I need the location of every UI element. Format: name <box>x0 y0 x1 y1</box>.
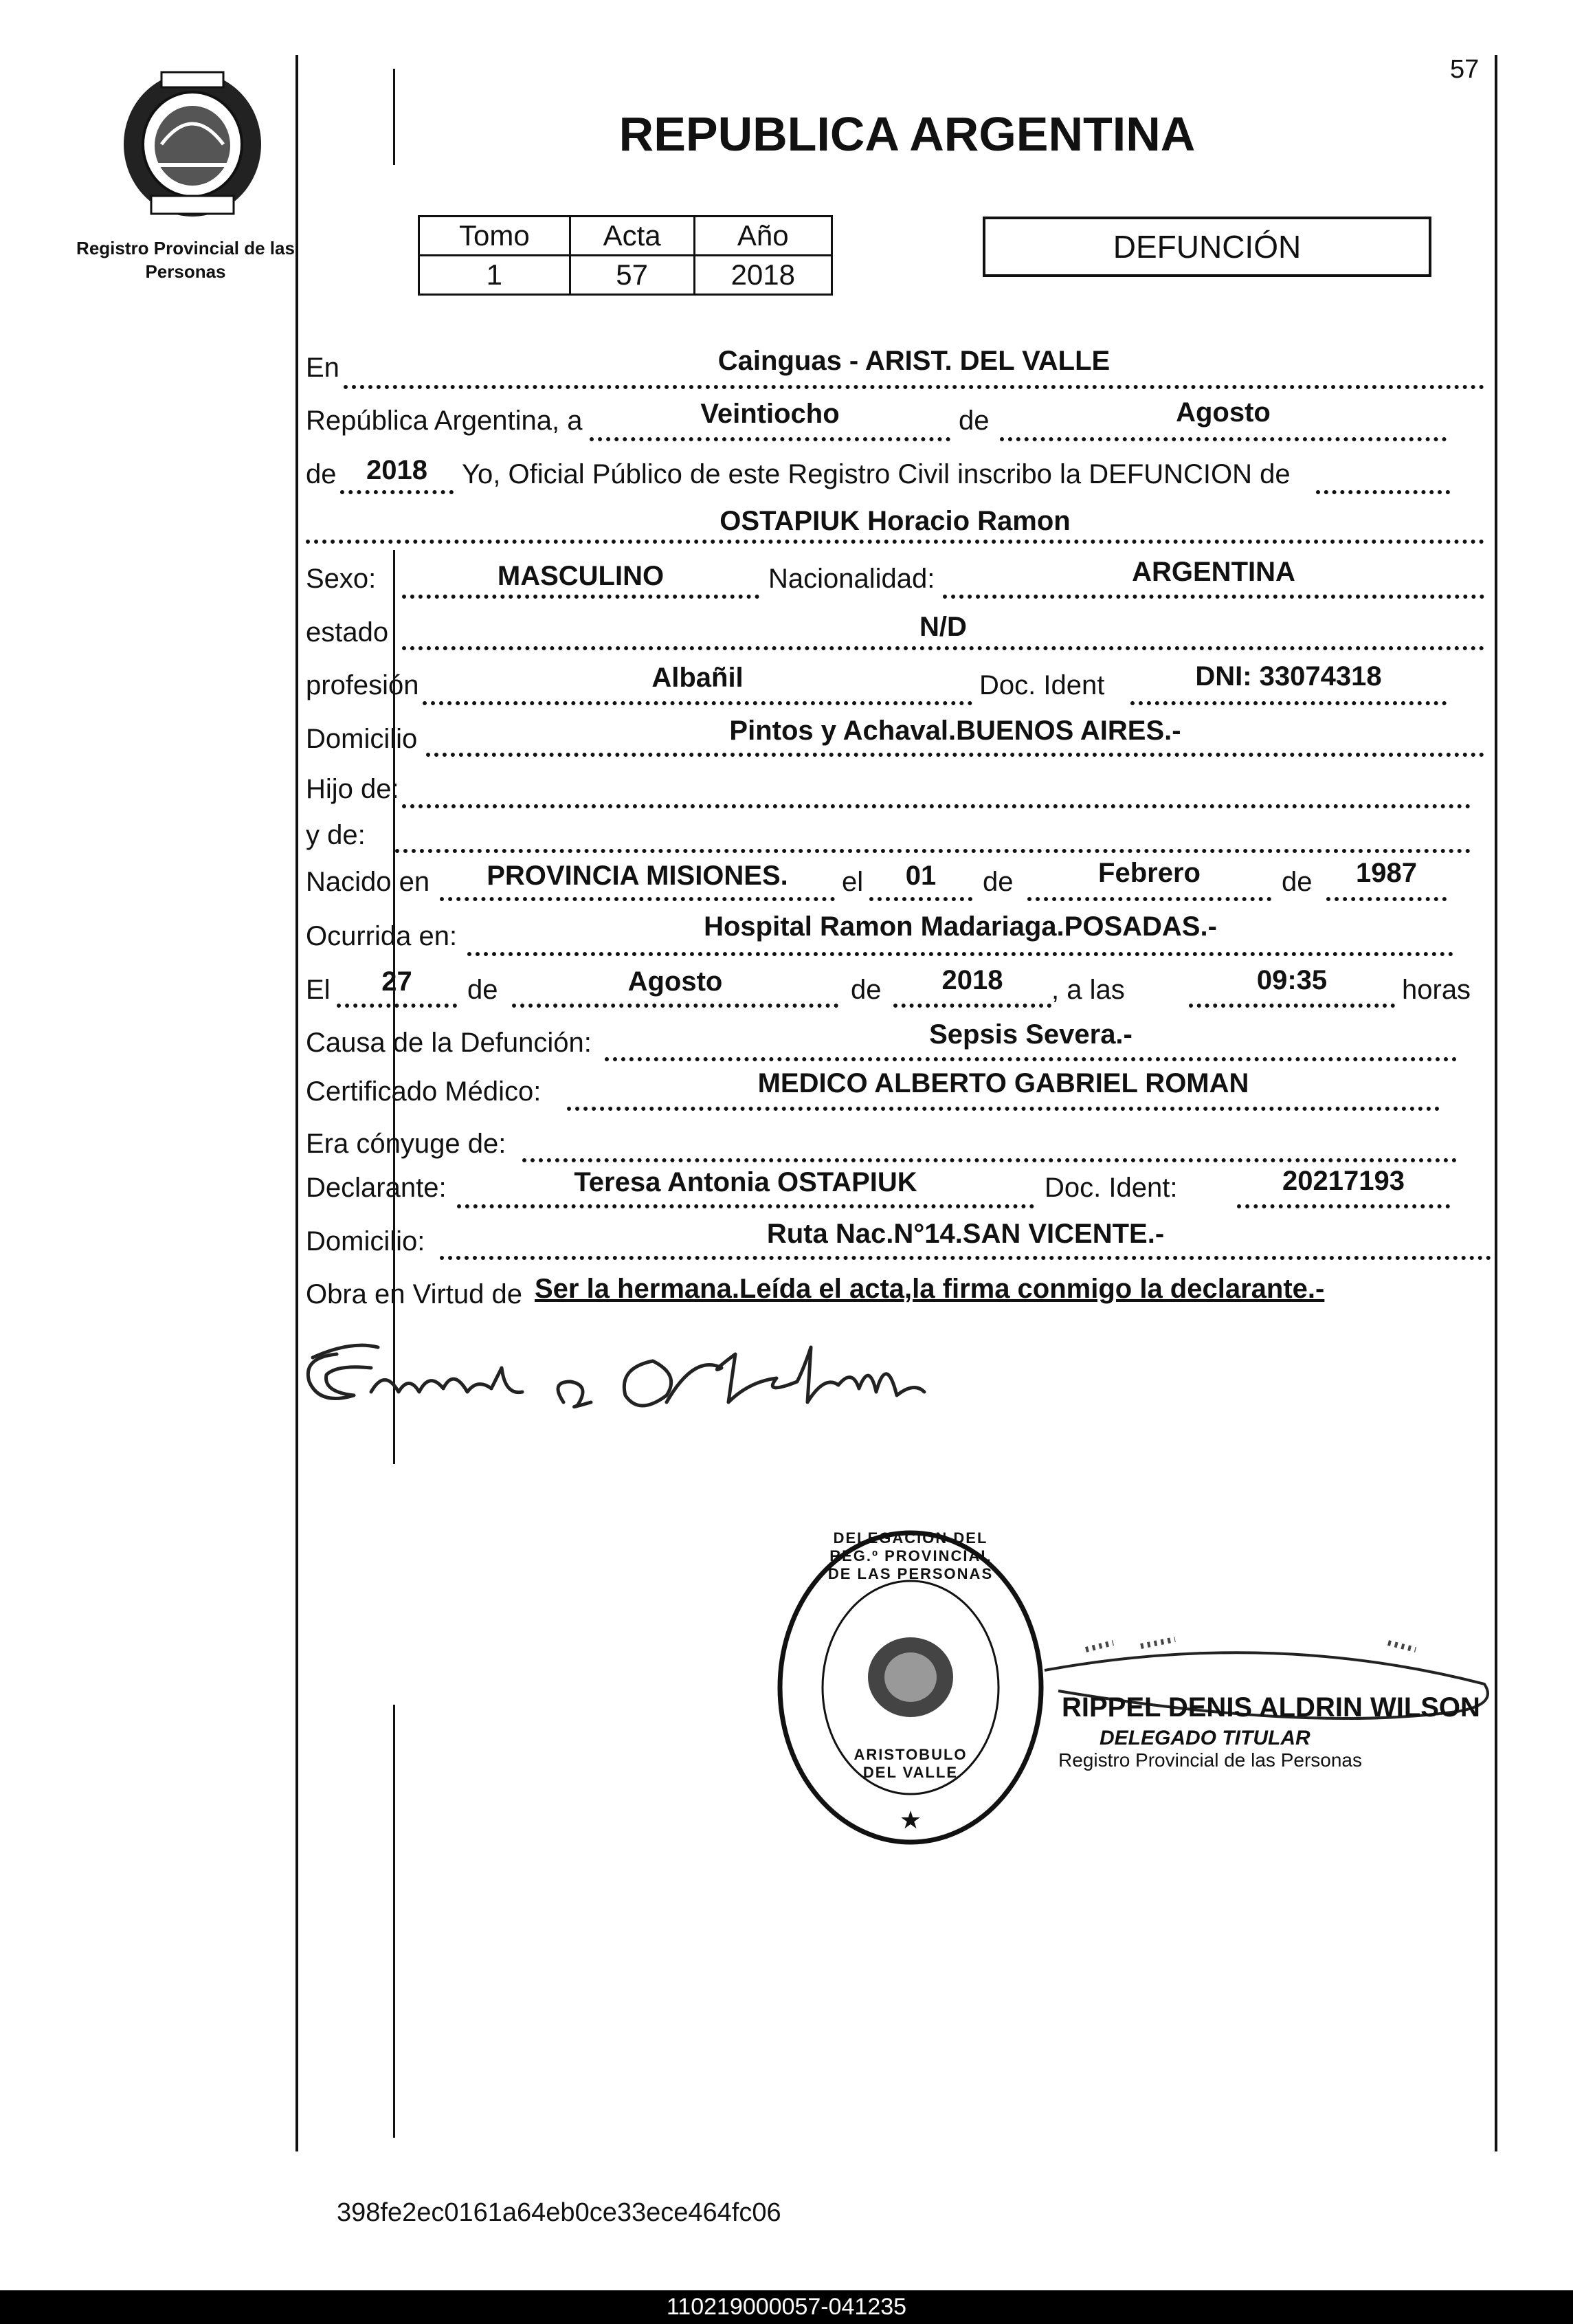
dots-domicilio-2 <box>440 1256 1491 1260</box>
record-type-box: DEFUNCIÓN <box>983 217 1431 277</box>
right-margin-rule <box>1495 55 1497 2151</box>
dots-mes-def <box>512 1004 838 1008</box>
footer-code: 110219000057-041235 <box>666 2294 907 2320</box>
value-anio-nacimiento: 1987 <box>1356 858 1417 888</box>
value-nacionalidad: ARGENTINA <box>1132 557 1295 587</box>
officer-org: Registro Provincial de las Personas <box>1058 1749 1362 1771</box>
label-domicilio: Domicilio <box>306 724 418 754</box>
value-profesion: Albañil <box>651 663 744 693</box>
label-hijo-de: Hijo de: <box>306 774 399 804</box>
value-sexo: MASCULINO <box>497 561 665 591</box>
label-obra-en: Obra en Virtud de <box>306 1279 523 1309</box>
dots-yo <box>1316 490 1450 494</box>
dots-hora <box>1189 1004 1395 1008</box>
value-anio-registro: 2018 <box>366 455 427 485</box>
label-de-5: de <box>467 975 498 1005</box>
col-tomo: Tomo <box>419 217 570 256</box>
label-en: En <box>306 353 339 383</box>
declarant-signature <box>295 1327 1038 1430</box>
value-mes-defuncion: Agosto <box>627 966 723 997</box>
label-de-1: de <box>959 406 990 436</box>
dots-estado <box>402 646 1484 650</box>
label-nacido-en: Nacido en <box>306 867 430 897</box>
dots-hijo-de <box>402 804 1471 808</box>
label-de-2: de <box>306 459 337 489</box>
label-de-4: de <box>1282 867 1313 897</box>
value-mes-nacimiento: Febrero <box>1098 858 1201 888</box>
col-acta: Acta <box>570 217 694 256</box>
dots-lugar-nacimiento <box>440 897 835 901</box>
label-nacionalidad: Nacionalidad: <box>768 564 935 594</box>
col-anio: Año <box>694 217 832 256</box>
label-el-cap: El <box>306 975 331 1005</box>
dots-mes <box>1000 437 1447 441</box>
page-number: 57 <box>1450 55 1480 84</box>
label-domicilio-2: Domicilio: <box>306 1226 425 1257</box>
value-lugar-nacimiento: PROVINCIA MISIONES. <box>487 861 788 891</box>
value-hora: 09:35 <box>1256 965 1328 995</box>
label-profesion: profesión <box>306 670 419 700</box>
val-acta: 57 <box>570 256 694 295</box>
label-doc-ident-2: Doc. Ident: <box>1045 1173 1178 1203</box>
value-mes-registro: Agosto <box>1176 397 1271 428</box>
value-causa: Sepsis Severa.- <box>929 1019 1133 1050</box>
value-certificado: MEDICO ALBERTO GABRIEL ROMAN <box>757 1068 1249 1098</box>
value-lugar: Cainguas - ARIST. DEL VALLE <box>717 346 1111 376</box>
dots-anio-nac <box>1326 897 1447 901</box>
value-declarante-doc: 20217193 <box>1282 1166 1405 1196</box>
dots-anio <box>340 490 454 494</box>
dots-dni <box>1130 701 1447 705</box>
footer-code-bar <box>0 2290 1573 2324</box>
label-yo-oficial: Yo, Oficial Público de este Registro Civil inscribo la DEFUNCION de <box>462 459 1291 489</box>
dots-nacionalidad <box>943 595 1484 599</box>
value-dia-defuncion: 27 <box>381 966 412 997</box>
value-declarante: Teresa Antonia OSTAPIUK <box>574 1167 917 1197</box>
document-hash: 398fe2ec0161a64eb0ce33ece464fc06 <box>337 2198 781 2227</box>
value-dia-nacimiento: 01 <box>905 861 937 891</box>
value-declarante-domicilio: Ruta Nac.N°14.SAN VICENTE.- <box>766 1219 1165 1249</box>
dots-ocurrida <box>467 952 1453 956</box>
label-republica-a: República Argentina, a <box>306 406 583 436</box>
label-de-6: de <box>851 975 882 1005</box>
label-y-de: y de: <box>306 820 366 850</box>
dots-profesion <box>423 701 972 705</box>
label-el: el <box>842 867 864 897</box>
value-obra-en-virtud: Ser la hermana.Leída el acta,la firma conmigo la declarante.- <box>535 1274 1325 1304</box>
record-table <box>418 215 833 296</box>
registry-caption: Registro Provincial de las Personas <box>76 238 295 282</box>
left-margin-rule <box>295 55 298 2151</box>
dots-dia <box>590 437 950 441</box>
dots-certificado <box>567 1107 1440 1111</box>
label-horas: horas <box>1402 975 1471 1005</box>
value-nombre: OSTAPIUK Horacio Ramon <box>719 506 1071 536</box>
label-causa: Causa de la Defunción: <box>306 1028 592 1058</box>
officer-title: DELEGADO TITULAR <box>1100 1727 1310 1749</box>
stamp-inner-text: ARISTOBULO DEL VALLE <box>854 1746 968 1781</box>
officer-name: RIPPEL DENIS ALDRIN WILSON <box>1062 1692 1480 1723</box>
label-sexo: Sexo: <box>306 564 377 594</box>
dots-causa <box>605 1057 1457 1061</box>
dots-conyuge <box>522 1158 1457 1162</box>
val-anio: 2018 <box>694 256 832 295</box>
label-ocurrida-en: Ocurrida en: <box>306 921 458 951</box>
dots-declarante <box>457 1204 1034 1208</box>
dots-sexo <box>402 595 759 599</box>
label-declarante: Declarante: <box>306 1173 447 1203</box>
dots-y-de <box>395 849 1471 853</box>
label-conyuge: Era cónyuge de: <box>306 1129 506 1159</box>
label-de-3: de <box>983 867 1014 897</box>
value-dni: DNI: 33074318 <box>1195 661 1382 691</box>
dots-mes-nac <box>1027 897 1271 901</box>
dots-en <box>344 385 1484 389</box>
dots-dia-def <box>337 1004 457 1008</box>
svg-text:★: ★ <box>899 1806 922 1835</box>
value-domicilio: Pintos y Achaval.BUENOS AIRES.- <box>729 716 1181 746</box>
val-tomo: 1 <box>419 256 570 295</box>
dots-declarante-doc <box>1237 1204 1450 1208</box>
inner-margin-rule-3 <box>393 1705 395 2138</box>
value-dia-texto: Veintiocho <box>700 399 840 429</box>
dots-nombre <box>306 540 1484 544</box>
page-title: REPUBLICA ARGENTINA <box>618 107 1196 161</box>
label-a-las: , a las <box>1051 975 1125 1005</box>
stamp-ring-text: DELEGACION DEL REG.º PROVINCIAL DE LAS PERSONAS <box>827 1529 994 1582</box>
dots-dia-nac <box>869 897 972 901</box>
dots-domicilio <box>426 753 1484 757</box>
label-estado: estado <box>306 617 389 648</box>
value-anio-defuncion: 2018 <box>941 965 1003 995</box>
value-ocurrida-en: Hospital Ramon Madariaga.POSADAS.- <box>704 911 1217 942</box>
label-certificado: Certificado Médico: <box>306 1076 542 1107</box>
label-doc-ident: Doc. Ident <box>979 670 1105 700</box>
value-estado: N/D <box>919 612 967 642</box>
dots-anio-def <box>893 1004 1051 1008</box>
